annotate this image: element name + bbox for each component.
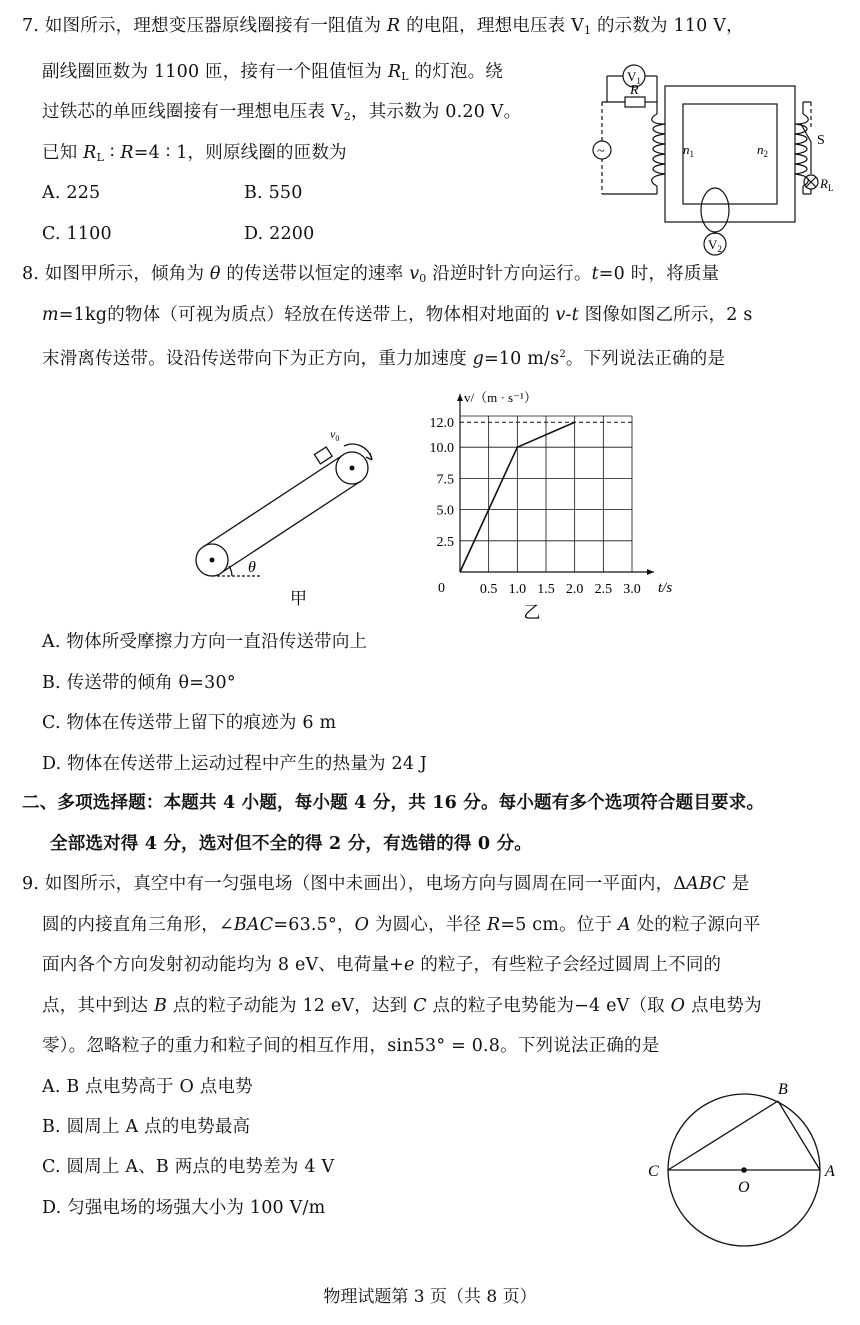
q9-option-c: C. 圆周上 A、B 两点的电势差为 4 V <box>42 1157 335 1177</box>
x-tick-label: 2.5 <box>594 582 613 597</box>
q9-option-a: A. B 点电势高于 O 点电势 <box>42 1077 253 1097</box>
section2-heading: 二、多项选择题：本题共 4 小题，每小题 4 分，共 16 分。每小题有多个选项符合题目要求。 <box>22 793 765 813</box>
v2-label: $V_2$ <box>708 237 722 254</box>
origin-label: 0 <box>438 581 445 596</box>
q9-line-5: 零）。忽略粒子的重力和粒子间的相互作用，sin53° = 0.8。下列说法正确的是 <box>42 1036 660 1056</box>
point-b-label: B <box>778 1081 788 1098</box>
v0-label: $v_0$ <box>330 427 340 443</box>
x-tick-label: 2.0 <box>565 582 584 597</box>
x-tick-label: 1.0 <box>508 582 527 597</box>
n1-label: $n_1$ <box>683 142 694 159</box>
x-axis-arrow <box>647 569 654 575</box>
x-tick-label: 3.0 <box>623 582 641 597</box>
n2-label: $n_2$ <box>757 142 768 159</box>
point-c-label: C <box>648 1163 659 1180</box>
transformer-figure <box>585 58 850 263</box>
q8-option-d: D. 物体在传送带上运动过程中产生的热量为 24 J <box>42 754 428 774</box>
r-label: R <box>630 83 639 98</box>
point-o-label: O <box>738 1179 750 1196</box>
q8-line-3: 末滑离传送带。设沿传送带向下为正方向，重力加速度 g=10 $m/s^2$。下列说法正确的是 <box>42 349 726 369</box>
q8-option-c: C. 物体在传送带上留下的痕迹为 6 m <box>42 713 337 733</box>
y-tick-label: 7.5 <box>436 472 454 488</box>
q8-line-1: 8. 如图甲所示，倾角为 θ 的传送带以恒定的速率 $v_0$ 沿逆时针方向运行。t=0 时，将质量 <box>22 264 720 285</box>
q9-line-2: 圆的内接直角三角形，∠BAC=63.5°，O 为圆心，半径 R=5 cm。位于 A 处的粒子源向平 <box>42 915 761 935</box>
y-axis-arrow <box>457 394 463 401</box>
theta-label: θ <box>248 559 256 576</box>
figure-jia-label: 甲 <box>290 589 307 608</box>
q7-option-a: A. 225 <box>42 183 101 203</box>
x-tick-label: 0.5 <box>479 582 498 597</box>
q9-line-1: 9. 如图所示，真空中有一匀强电场（图中未画出），电场方向与圆周在同一平面内，ΔABC 是 <box>22 874 750 894</box>
x-axis-label: t/s <box>658 580 673 596</box>
v1-label: $V_1$ <box>627 69 641 86</box>
y-axis-label: v/（m · s⁻¹） <box>464 390 537 405</box>
q9-option-b: B. 圆周上 A 点的电势最高 <box>42 1117 251 1137</box>
q7-line-4: 已知 $R_L$ ∶ R=4 ∶ 1，则原线圈的匝数为 <box>42 143 347 164</box>
q9-option-d: D. 匀强电场的场强大小为 100 V/m <box>42 1198 326 1218</box>
q7-line-2: 副线圈匝数为 1100 匝，接有一个阻值恒为 $R_L$ 的灯泡。绕 <box>42 62 503 83</box>
ac-source-symbol: ~ <box>597 144 605 159</box>
rl-label: $R_L$ <box>820 176 834 193</box>
q7-line-1: 7. 如图所示，理想变压器原线圈接有一阻值为 R 的电阻，理想电压表 $V_1$ 的示数为 110 V， <box>22 16 744 37</box>
x-tick-label: 1.5 <box>537 582 555 597</box>
q8-option-b: B. 传送带的倾角 θ=30° <box>42 673 236 693</box>
section2-scoring: 全部选对得 4 分，选对但不全的得 2 分，有选错的得 0 分。 <box>50 834 532 854</box>
y-tick-label: 12.0 <box>429 416 454 432</box>
conveyor-figure <box>180 418 400 608</box>
y-tick-label: 2.5 <box>436 534 454 550</box>
q8-option-a: A. 物体所受摩擦力方向一直沿传送带向上 <box>42 632 368 652</box>
y-tick-label: 10.0 <box>429 441 454 457</box>
page-footer: 物理试题第 3 页（共 8 页） <box>323 1287 537 1307</box>
q7-line-3: 过铁芯的单匝线圈接有一理想电压表 $V_2$，其示数为 0.20 V。 <box>42 102 522 123</box>
point-a-label: A <box>825 1163 835 1180</box>
figure-yi-label: 乙 <box>523 603 541 622</box>
q9-line-4: 点，其中到达 B 点的粒子动能为 12 eV，达到 C 点的粒子电势能为−4 eV（取 O 点电势为 <box>42 996 762 1016</box>
vt-chart <box>420 390 700 622</box>
circle-figure <box>640 1070 840 1250</box>
q9-line-3: 面内各个方向发射初动能均为 8 eV、电荷量+e 的粒子，有些粒子会经过圆周上不同的 <box>42 955 722 975</box>
q7-option-d: D. 2200 <box>244 224 315 244</box>
q8-line-2: m=1kg的物体（可视为质点）轻放在传送带上，物体相对地面的 v-t 图像如图乙所示，2 s <box>42 305 753 325</box>
y-tick-label: 5.0 <box>436 503 454 519</box>
switch-label: S <box>817 133 825 148</box>
q7-option-c: C. 1100 <box>42 224 112 244</box>
q7-option-b: B. 550 <box>244 183 303 203</box>
